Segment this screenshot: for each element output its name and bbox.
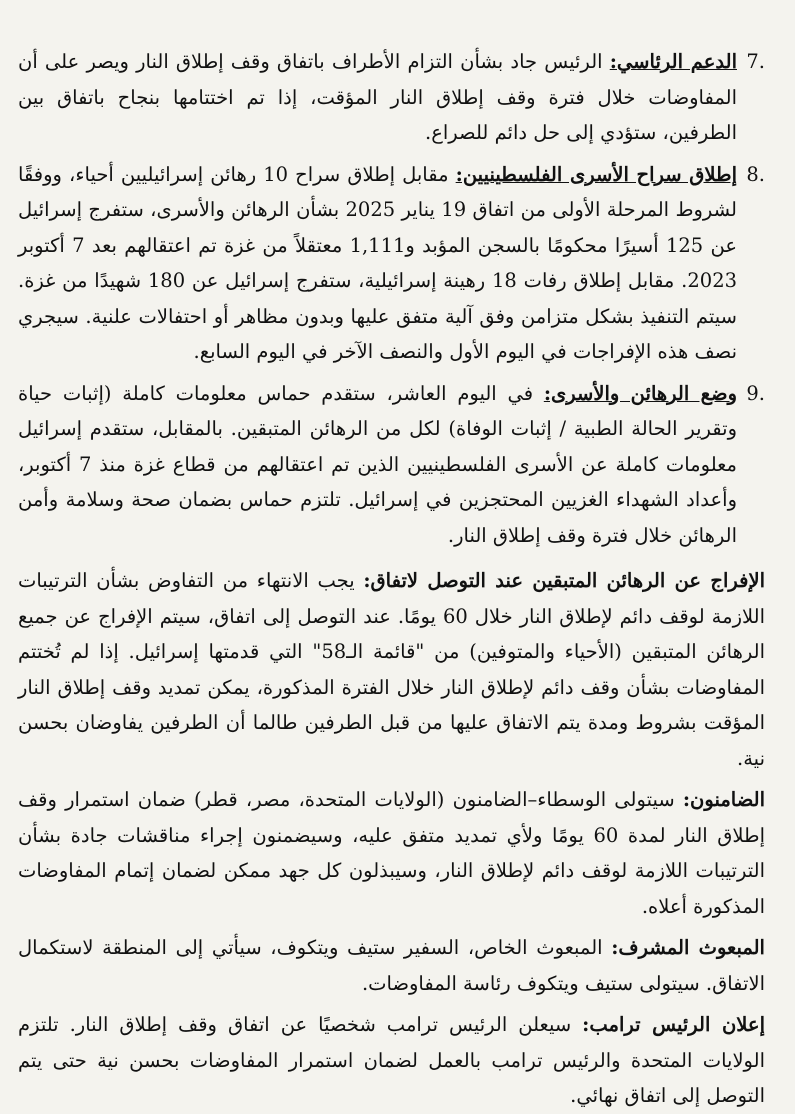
item-heading: إطلاق سراح الأسرى الفلسطينيين: (455, 162, 737, 186)
item-heading: وضع الرهائن والأسرى: (543, 381, 737, 405)
item-7 (18, 44, 765, 151)
item-heading: الدعم الرئاسي: (609, 50, 737, 73)
item-text: الرئيس جاد بشأن التزام الأطراف باتفاق وقف إطلاق النار ويصر على أن المفاوضات خلال فترة وقف إطلاق النار المؤقت، إذا تم اختتامها بنجاح باتفاق بين الطرفين، ستؤدي إلى حل دائم للصراع. (18, 50, 737, 144)
section-text: سيتولى الوسطاء–الضامنون (الولايات المتحدة، مصر، قطر) ضمان استمرار وقف إطلاق النار لمدة 60 يومًا ولأي تمديد متفق عليه، وسيضمنون إجراء مناقشات جادة بشأن الترتيبات اللازمة لوقف دائم لإطلاق النار، وسيبذلون كل جهد ممكن لضمان إتمام المفاوضات المذكورة أعلاه. (18, 788, 765, 918)
item-number: 7. (746, 50, 765, 73)
item-9 (18, 376, 765, 554)
section-text: يجب الانتهاء من التفاوض بشأن الترتيبات اللازمة لوقف دائم لإطلاق النار خلال 60 يومًا. عند التوصل إلى اتفاق، سيتم الإفراج عن جميع الرهائن المتبقين (الأحياء والمتوفين) من "قائمة الـ58" التي قدمتها إسرائيل. إذا لم تُختتم المفاوضات بشأن وقف دائم لإطلاق النار خلال الفترة المذكورة، يمكن تمديد وقف إطلاق النار المؤقت بشروط ومدة يتم الاتفاق عليها من قبل الطرفين طالما أن الطرفين يفاوضان بحسن نية. (18, 569, 765, 770)
section-trump-announcement (18, 1007, 765, 1114)
section-heading: الإفراج عن الرهائن المتبقين عند التوصل لاتفاق: (363, 569, 765, 592)
section-guarantors (18, 782, 765, 924)
section-heading: المبعوث المشرف: (611, 936, 765, 959)
item-text: في اليوم العاشر، ستقدم حماس معلومات كاملة (إثبات حياة وتقرير الحالة الطبية / إثبات الوفاة) لكل من الرهائن المتبقين. بالمقابل، ستقدم إسرائيل معلومات كاملة عن الأسرى الفلسطينيين الذين تم اعتقالهم من قطاع غزة منذ 7 أكتوبر، وأعداد الشهداء الغزيين المحتجزين في إسرائيل. تلتزم حماس بضمان صحة وسلامة وأمن الرهائن خلال فترة وقف إطلاق النار. (18, 381, 738, 547)
section-heading: إعلان الرئيس ترامب: (582, 1013, 765, 1036)
section-heading: الضامنون: (682, 788, 765, 811)
item-text: مقابل إطلاق سراح 10 رهائن إسرائيليين أحياء، ووفقًا لشروط المرحلة الأولى من اتفاق 19 يناير 2025 بشأن الرهائن والأسرى، ستفرج إسرائيل عن 125 أسيرًا محكومًا بالسجن المؤبد و1,111 معتقلاً من غزة تم اعتقالهم بعد 7 أكتوبر 2023. مقابل إطلاق رفات 18 رهينة إسرائيلية، ستفرج إسرائيل عن 180 شهيدًا من غزة. سيتم التنفيذ بشكل متزامن وفق آلية متفق عليها وبدون مظاهر أو احتفالات علنية. سيجري نصف هذه الإفراجات في اليوم الأول والنصف الآخر في اليوم السابع. (18, 162, 738, 363)
section-release-remaining-hostages (18, 563, 765, 776)
item-number: 9. (746, 381, 765, 405)
section-supervising-envoy (18, 930, 765, 1001)
section-text: سيعلن الرئيس ترامب شخصيًا عن اتفاق وقف إطلاق النار. تلتزم الولايات المتحدة والرئيس ترامب بالعمل لضمان استمرار المفاوضات بحسن نية حتى يتم التوصل إلى اتفاق نهائي. (18, 1013, 765, 1107)
item-8 (18, 157, 765, 370)
section-text: المبعوث الخاص، السفير ستيف ويتكوف، سيأتي إلى المنطقة لاستكمال الاتفاق. سيتولى ستيف ويتكوف رئاسة المفاوضات. (18, 936, 765, 995)
item-number: 8. (746, 162, 765, 186)
